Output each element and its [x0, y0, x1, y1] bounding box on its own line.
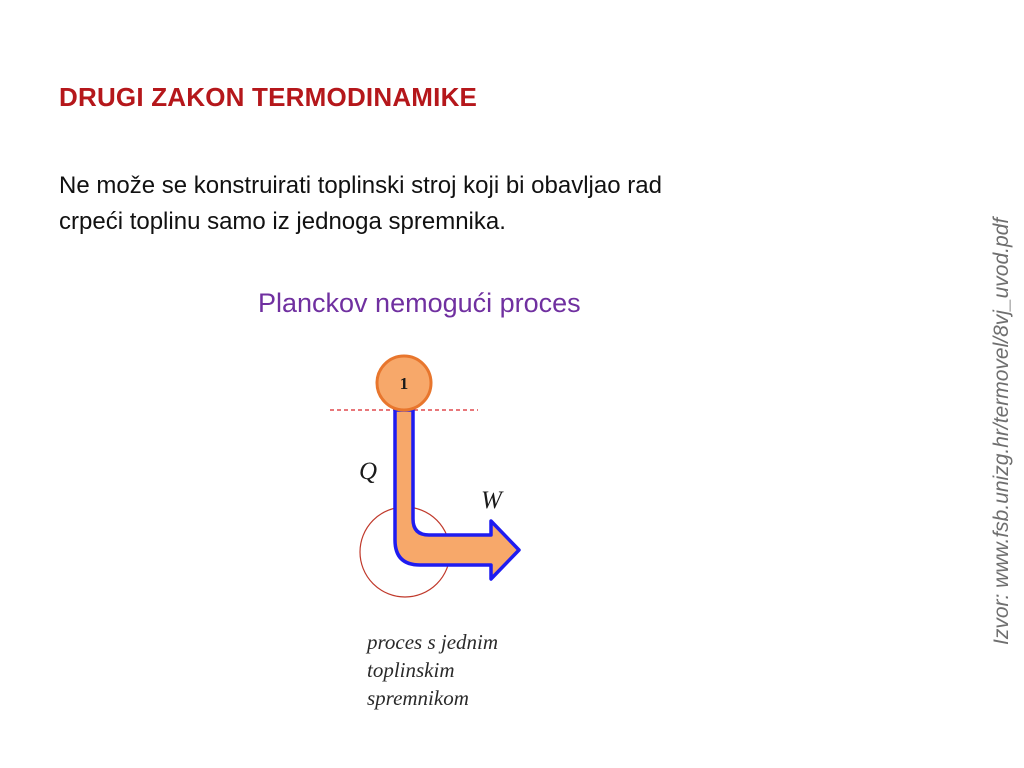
source-citation: Izvor: www.fsb.unizg.hr/termovel/8vj_uvod.pdf: [990, 217, 1013, 645]
statement-line-1: Ne može se konstruirati toplinski stroj koji bi obavljao rad: [59, 172, 662, 199]
law-statement: [59, 168, 819, 240]
work-label: W: [481, 487, 502, 514]
statement-line-2: crpeći toplinu samo iz jednoga spremnika.: [59, 208, 506, 235]
caption-line-3: spremnikom: [367, 686, 469, 710]
caption-line-2: toplinskim: [367, 658, 455, 682]
diagram-heading: Planckov nemogući proces: [258, 288, 581, 318]
heat-label: Q: [359, 458, 378, 485]
caption-line-1: proces s jednim: [367, 630, 499, 654]
slide-title: DRUGI ZAKON TERMODINAMIKE: [59, 82, 478, 112]
reservoir-label: 1: [399, 374, 409, 393]
diagram-caption: [367, 628, 498, 712]
planck-process-diagram: [320, 345, 550, 615]
